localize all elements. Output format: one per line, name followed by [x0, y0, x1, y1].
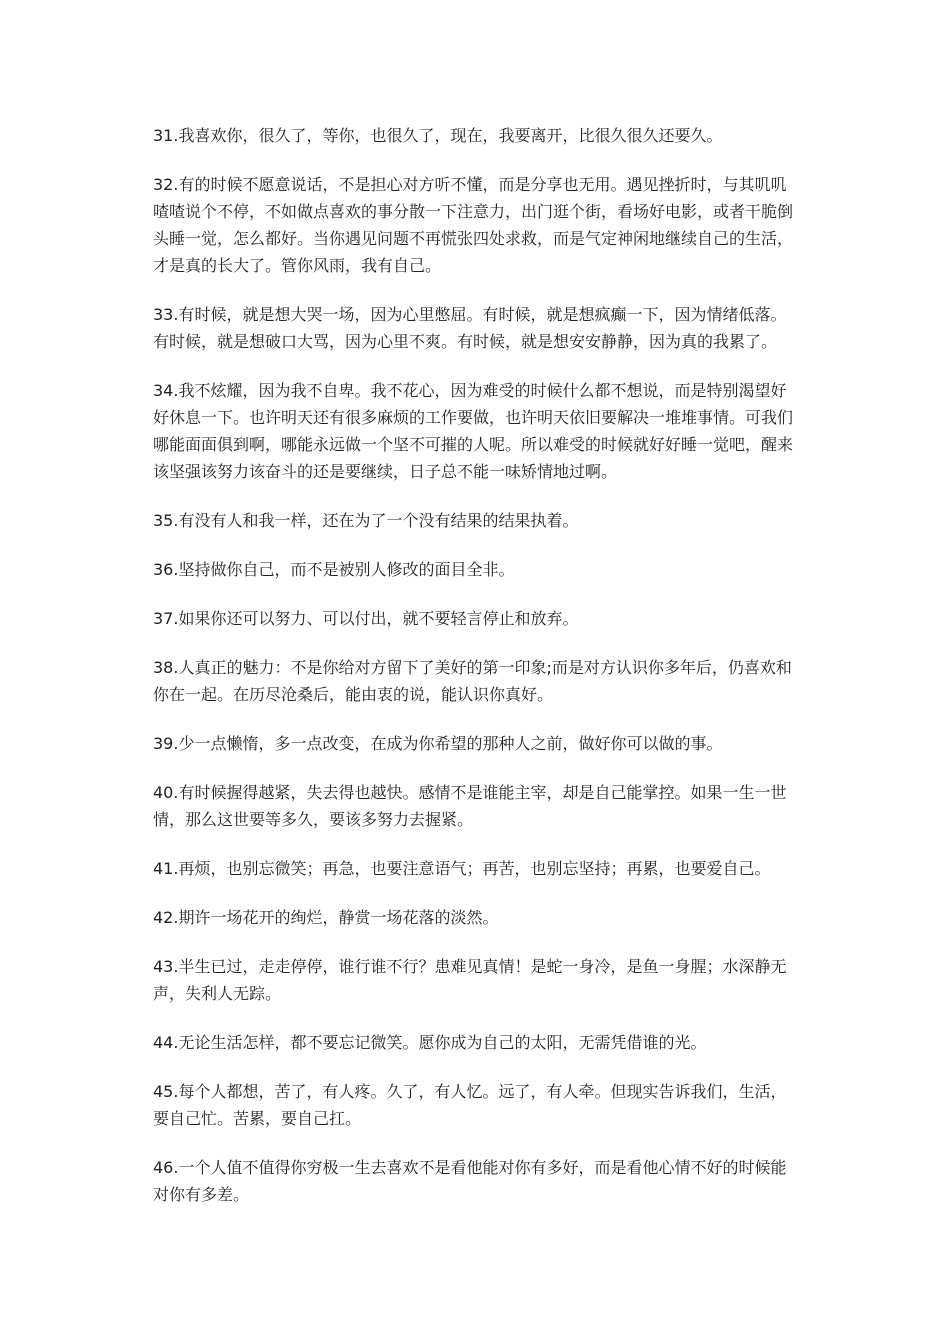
paragraph-40: 40.有时候握得越紧，失去得也越快。感情不是谁能主宰，却是自己能掌控。如果一生一世情，那么这世要等多久，要该多努力去握紧。	[153, 783, 787, 829]
paragraph-38: 38.人真正的魅力：不是你给对方留下了美好的第一印象;而是对方认识你多年后，仍喜欢和你在一起。在历尽沧桑后，能由衷的说，能认识你真好。	[153, 658, 792, 704]
paragraph-44: 44.无论生活怎样，都不要忘记微笑。愿你成为自己的太阳，无需凭借谁的光。	[153, 1033, 707, 1052]
paragraph-41: 41.再烦，也别忘微笑；再急，也要注意语气；再苦，也别忘坚持；再累，也要爱自己。	[153, 859, 771, 878]
paragraph-42: 42.期许一场花开的绚烂，静赏一场花落的淡然。	[153, 908, 499, 927]
paragraph-39: 39.少一点懒惰，多一点改变，在成为你希望的那种人之前，做好你可以做的事。	[153, 734, 723, 753]
paragraph-31: 31.我喜欢你，很久了，等你，也很久了，现在，我要离开，比很久很久还要久。	[153, 126, 723, 145]
paragraph-35: 35.有没有人和我一样，还在为了一个没有结果的结果执着。	[153, 511, 579, 530]
paragraph-43: 43.半生已过，走走停停，谁行谁不行？患难见真情！是蛇一身冷，是鱼一身腥；水深静无声，失利人无踪。	[153, 957, 787, 1003]
document-body	[153, 122, 795, 1230]
paragraph-45: 45.每个人都想，苦了，有人疼。久了，有人忆。远了，有人牵。但现实告诉我们，生活，要自己忙。苦累，要自己扛。	[153, 1082, 787, 1128]
paragraph-46: 46.一个人值不值得你穷极一生去喜欢不是看他能对你有多好，而是看他心情不好的时候能对你有多差。	[153, 1158, 787, 1204]
paragraph-36: 36.坚持做你自己，而不是被别人修改的面目全非。	[153, 560, 515, 579]
paragraph-33: 33.有时候，就是想大哭一场，因为心里憋屈。有时候，就是想疯癫一下，因为情绪低落。有时候，就是想破口大骂，因为心里不爽。有时候，就是想安安静静，因为真的我累了。	[153, 305, 787, 351]
paragraph-32: 32.有的时候不愿意说话，不是担心对方听不懂，而是分享也无用。遇见挫折时，与其叽叽喳喳说个不停，不如做点喜欢的事分散一下注意力，出门逛个街，看场好电影，或者干脆倒头睡一觉，怎么都好。当你遇见问题不再慌张四处求救，而是气定神闲地继续自己的生活，才是真的长大了。管你风雨，我有自己。	[153, 175, 794, 275]
paragraph-37: 37.如果你还可以努力、可以付出，就不要轻言停止和放弃。	[153, 609, 579, 628]
paragraph-34: 34.我不炫耀，因为我不自卑。我不花心，因为难受的时候什么都不想说，而是特别渴望好好休息一下。也许明天还有很多麻烦的工作要做，也许明天依旧要解决一堆堆事情。可我们哪能面面俱到啊，哪能永远做一个坚不可摧的人呢。所以难受的时候就好好睡一觉吧，醒来该坚强该努力该奋斗的还是要继续，日子总不能一味矫情地过啊。	[153, 381, 794, 481]
